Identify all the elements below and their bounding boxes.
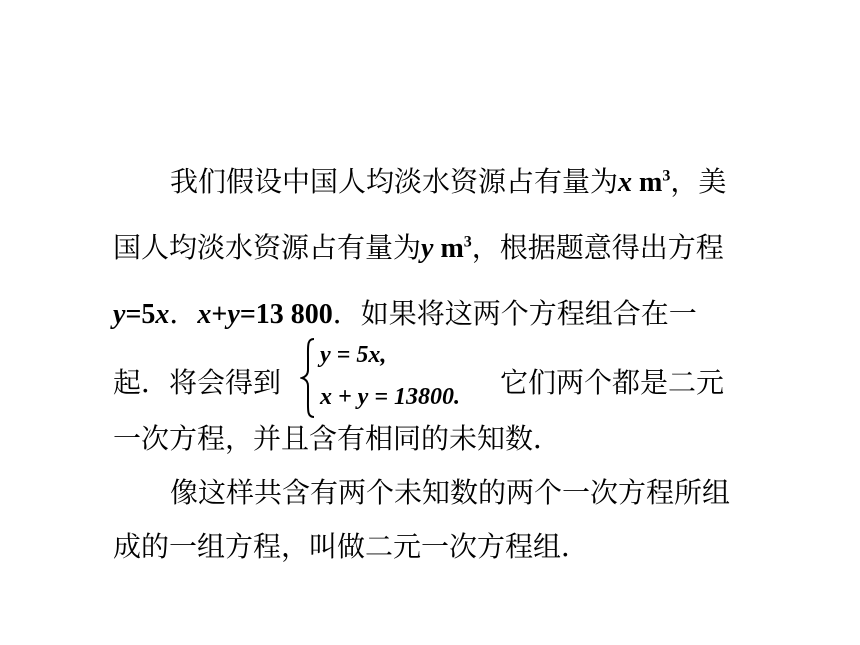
text-segment: 像这样共含有两个未知数的两个一次方程所组	[170, 476, 731, 509]
paragraph2-line2	[113, 531, 589, 563]
text-segment: 我们假设中国人均淡水资源占有量为	[170, 165, 619, 198]
unit-exponent: 3	[662, 167, 671, 185]
equation-1	[320, 342, 386, 369]
variable-y: y	[227, 299, 240, 330]
text-segment: 一次方程，并且含有相同的未知数．	[113, 422, 562, 455]
equation-system	[300, 338, 490, 418]
unit-m: m	[632, 167, 663, 198]
paragraph2-line1	[170, 477, 730, 509]
text-segment: 起．将会得到	[113, 366, 282, 399]
variable-x: x	[618, 167, 633, 198]
paragraph1-line4-tail	[500, 367, 724, 399]
unit-m: m	[433, 233, 464, 264]
unit-exponent: 3	[463, 233, 472, 251]
equation-2	[320, 384, 460, 411]
text-segment: 成的一组方程，叫做二元一次方程组．	[113, 530, 590, 563]
paragraph1-line2	[113, 232, 724, 265]
plus-sign: +	[211, 299, 228, 330]
text-segment: 国人均淡水资源占有量为	[113, 231, 422, 264]
text-segment: 它们两个都是二元	[500, 366, 725, 399]
variable-y: y	[113, 299, 126, 330]
equation-part: =13 800	[239, 299, 333, 330]
text-segment: ，根据题意得出方程	[471, 231, 724, 264]
variable-y: y	[421, 233, 434, 264]
left-brace-icon	[300, 338, 316, 418]
paragraph1-line3	[113, 298, 697, 331]
paragraph1-line5	[113, 423, 561, 455]
variable-x: x	[197, 299, 212, 330]
equation-1-text: y = 5x,	[320, 342, 387, 368]
equation-2-text: x + y = 13800.	[320, 384, 461, 410]
variable-x: x	[155, 299, 170, 330]
text-segment: ，美	[670, 165, 727, 198]
separator: ．	[169, 297, 198, 330]
equation-part: =5	[125, 299, 156, 330]
paragraph1-line4	[113, 367, 281, 399]
text-segment: ．如果将这两个方程组合在一	[332, 297, 697, 330]
paragraph1-line1	[170, 166, 726, 199]
